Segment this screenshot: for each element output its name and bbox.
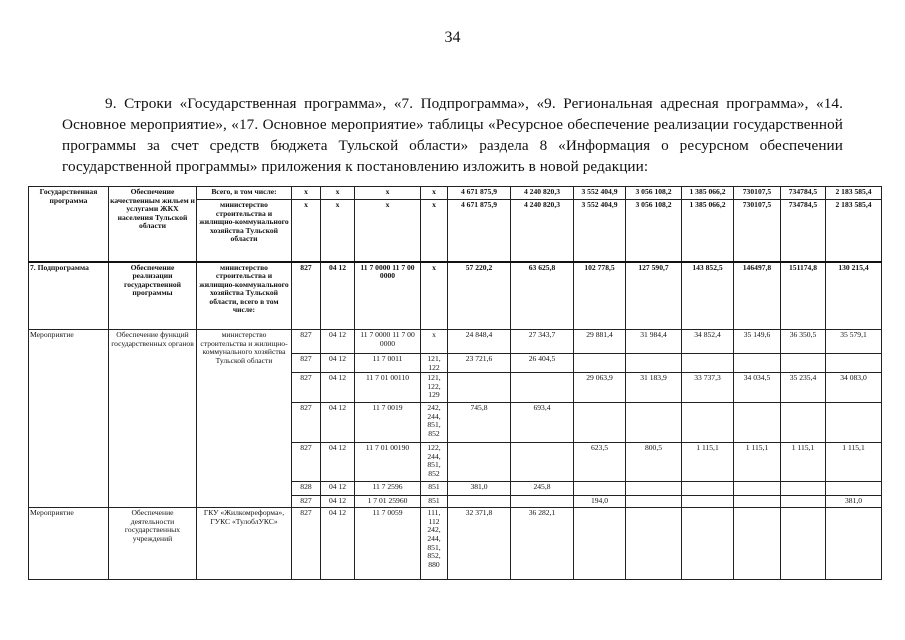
value-cell: 4 240 820,3 [511, 187, 574, 200]
csr-cell: 1 7 01 25960 [355, 496, 421, 508]
vr-cell: 851 [421, 482, 448, 496]
value-cell [448, 373, 511, 403]
rzpr-cell: 04 12 [321, 330, 355, 354]
value-cell [781, 403, 826, 443]
grbs-cell: 827 [292, 354, 321, 373]
value-cell: 4 671 875,9 [448, 200, 511, 262]
csr-cell: 11 7 0011 [355, 354, 421, 373]
grbs-cell: 828 [292, 482, 321, 496]
executor-cell: министерство строительства и жилищно-коммунального хозяйства Тульской области [197, 330, 292, 508]
value-cell [574, 482, 626, 496]
grbs-cell: 827 [292, 262, 321, 330]
vr-cell: 121, 122 [421, 354, 448, 373]
grbs-cell: 827 [292, 330, 321, 354]
value-cell [626, 496, 682, 508]
name-cell: Обеспечение качественным жильем и услугами ЖКХ населения Тульской области [109, 187, 197, 262]
vr-cell: 242, 244, 851, 852 [421, 403, 448, 443]
value-cell: 31 984,4 [626, 330, 682, 354]
value-cell: 1 115,1 [682, 443, 734, 482]
value-cell [734, 508, 781, 580]
csr-cell: 11 7 01 00110 [355, 373, 421, 403]
value-cell [574, 354, 626, 373]
value-cell [781, 496, 826, 508]
value-cell [574, 403, 626, 443]
csr-cell: 11 7 01 00190 [355, 443, 421, 482]
value-cell [511, 443, 574, 482]
value-cell [682, 403, 734, 443]
value-cell: 29 881,4 [574, 330, 626, 354]
rzpr-cell: 04 12 [321, 262, 355, 330]
grbs-cell: 827 [292, 373, 321, 403]
value-cell [826, 482, 882, 496]
vr-cell: 111, 112 242, 244, 851, 852, 880 [421, 508, 448, 580]
value-cell [682, 496, 734, 508]
value-cell [734, 482, 781, 496]
value-cell [511, 496, 574, 508]
value-cell [626, 403, 682, 443]
value-cell [682, 482, 734, 496]
value-cell: 623,5 [574, 443, 626, 482]
csr-cell: 11 7 0019 [355, 403, 421, 443]
executor-cell: министерство строительства и жилищно-коммунального хозяйства Тульской области, всего в том числе: [197, 262, 292, 330]
executor-cell: Всего, в том числе: [197, 187, 292, 200]
value-cell [682, 508, 734, 580]
rzpr-cell: x [321, 187, 355, 200]
value-cell: 4 240 820,3 [511, 200, 574, 262]
rzpr-cell: 04 12 [321, 496, 355, 508]
grbs-cell: 827 [292, 508, 321, 580]
value-cell [574, 508, 626, 580]
table-row [29, 187, 882, 200]
value-cell: 194,0 [574, 496, 626, 508]
name-cell: Обеспечение деятельности государственных учреждений [109, 508, 197, 580]
value-cell [626, 354, 682, 373]
rzpr-cell: 04 12 [321, 508, 355, 580]
value-cell [626, 482, 682, 496]
value-cell: 36 350,5 [781, 330, 826, 354]
csr-cell: 11 7 0059 [355, 508, 421, 580]
value-cell: 26 404,5 [511, 354, 574, 373]
value-cell: 2 183 585,4 [826, 187, 882, 200]
value-cell: 23 721,6 [448, 354, 511, 373]
grbs-cell: x [292, 200, 321, 262]
value-cell: 800,5 [626, 443, 682, 482]
status-cell: Мероприятие [29, 508, 109, 580]
value-cell: 1 115,1 [734, 443, 781, 482]
rzpr-cell: 04 12 [321, 403, 355, 443]
vr-cell: x [421, 262, 448, 330]
rzpr-cell: 04 12 [321, 373, 355, 403]
vr-cell: x [421, 330, 448, 354]
table-row [29, 262, 882, 330]
rzpr-cell: 04 12 [321, 443, 355, 482]
vr-cell: x [421, 200, 448, 262]
value-cell [826, 403, 882, 443]
value-cell: 36 282,1 [511, 508, 574, 580]
name-cell: Обеспечение функций государственных органов [109, 330, 197, 508]
value-cell: 1 385 066,2 [682, 187, 734, 200]
value-cell: 32 371,8 [448, 508, 511, 580]
value-cell: 693,4 [511, 403, 574, 443]
csr-cell: x [355, 200, 421, 262]
rzpr-cell: 04 12 [321, 354, 355, 373]
status-cell: Государственная программа [29, 187, 109, 262]
value-cell: 34 034,5 [734, 373, 781, 403]
value-cell [448, 443, 511, 482]
value-cell [826, 354, 882, 373]
value-cell: 3 056 108,2 [626, 200, 682, 262]
vr-cell: x [421, 187, 448, 200]
value-cell [781, 354, 826, 373]
value-cell: 57 220,2 [448, 262, 511, 330]
vr-cell: 851 [421, 496, 448, 508]
csr-cell: x [355, 187, 421, 200]
value-cell [626, 508, 682, 580]
value-cell: 35 149,6 [734, 330, 781, 354]
value-cell: 381,0 [826, 496, 882, 508]
value-cell [511, 373, 574, 403]
grbs-cell: 827 [292, 496, 321, 508]
value-cell [734, 496, 781, 508]
rzpr-cell: x [321, 200, 355, 262]
value-cell: 24 848,4 [448, 330, 511, 354]
csr-cell: 11 7 0000 11 7 00 0000 [355, 262, 421, 330]
value-cell [682, 354, 734, 373]
value-cell: 730107,5 [734, 200, 781, 262]
grbs-cell: x [292, 187, 321, 200]
vr-cell: 121, 122, 129 [421, 373, 448, 403]
value-cell: 31 183,9 [626, 373, 682, 403]
value-cell: 63 625,8 [511, 262, 574, 330]
value-cell: 35 235,4 [781, 373, 826, 403]
value-cell: 143 852,5 [682, 262, 734, 330]
value-cell: 745,8 [448, 403, 511, 443]
table-row [29, 508, 882, 580]
executor-cell: ГКУ «Жилкомреформа», ГУКС «ТулоблУКС» [197, 508, 292, 580]
csr-cell: 11 7 2596 [355, 482, 421, 496]
value-cell: 1 385 066,2 [682, 200, 734, 262]
value-cell [734, 403, 781, 443]
value-cell: 730107,5 [734, 187, 781, 200]
value-cell: 245,8 [511, 482, 574, 496]
name-cell: Обеспечение реализации государственной программы [109, 262, 197, 330]
value-cell [781, 482, 826, 496]
value-cell: 35 579,1 [826, 330, 882, 354]
value-cell: 1 115,1 [826, 443, 882, 482]
value-cell [826, 508, 882, 580]
value-cell: 3 552 404,9 [574, 187, 626, 200]
intro-paragraph: 9. Строки «Государственная программа», «7. Подпрограмма», «9. Региональная адресная программа», «14. Основное мероприятие», «17. Основное мероприятие» таблицы «Ресурсное обеспечение реализации государственной программы за счет средств бюджета Тульской области» раздела 8 «Информация о ресурсном обеспечении государственной программы» приложения к постановлению изложить в новой редакции: [62, 95, 843, 175]
value-cell: 3 552 404,9 [574, 200, 626, 262]
value-cell: 146497,8 [734, 262, 781, 330]
value-cell: 3 056 108,2 [626, 187, 682, 200]
budget-table [28, 186, 882, 580]
value-cell: 27 343,7 [511, 330, 574, 354]
value-cell: 33 737,3 [682, 373, 734, 403]
rzpr-cell: 04 12 [321, 482, 355, 496]
value-cell: 130 215,4 [826, 262, 882, 330]
status-cell: Мероприятие [29, 330, 109, 508]
value-cell: 734784,5 [781, 187, 826, 200]
value-cell: 29 063,9 [574, 373, 626, 403]
value-cell [734, 354, 781, 373]
csr-cell: 11 7 0000 11 7 00 0000 [355, 330, 421, 354]
grbs-cell: 827 [292, 403, 321, 443]
value-cell: 1 115,1 [781, 443, 826, 482]
value-cell: 34 852,4 [682, 330, 734, 354]
page-number: 34 [444, 29, 461, 46]
value-cell: 734784,5 [781, 200, 826, 262]
grbs-cell: 827 [292, 443, 321, 482]
value-cell: 127 590,7 [626, 262, 682, 330]
value-cell: 151174,8 [781, 262, 826, 330]
table-row [29, 330, 882, 354]
value-cell: 381,0 [448, 482, 511, 496]
vr-cell: 122, 244, 851, 852 [421, 443, 448, 482]
value-cell [781, 508, 826, 580]
executor-cell: министерство строительства и жилищно-коммунального хозяйства Тульской области [197, 200, 292, 262]
value-cell [448, 496, 511, 508]
value-cell: 34 083,0 [826, 373, 882, 403]
status-cell: 7. Подпрограмма [29, 262, 109, 330]
value-cell: 102 778,5 [574, 262, 626, 330]
value-cell: 2 183 585,4 [826, 200, 882, 262]
value-cell: 4 671 875,9 [448, 187, 511, 200]
